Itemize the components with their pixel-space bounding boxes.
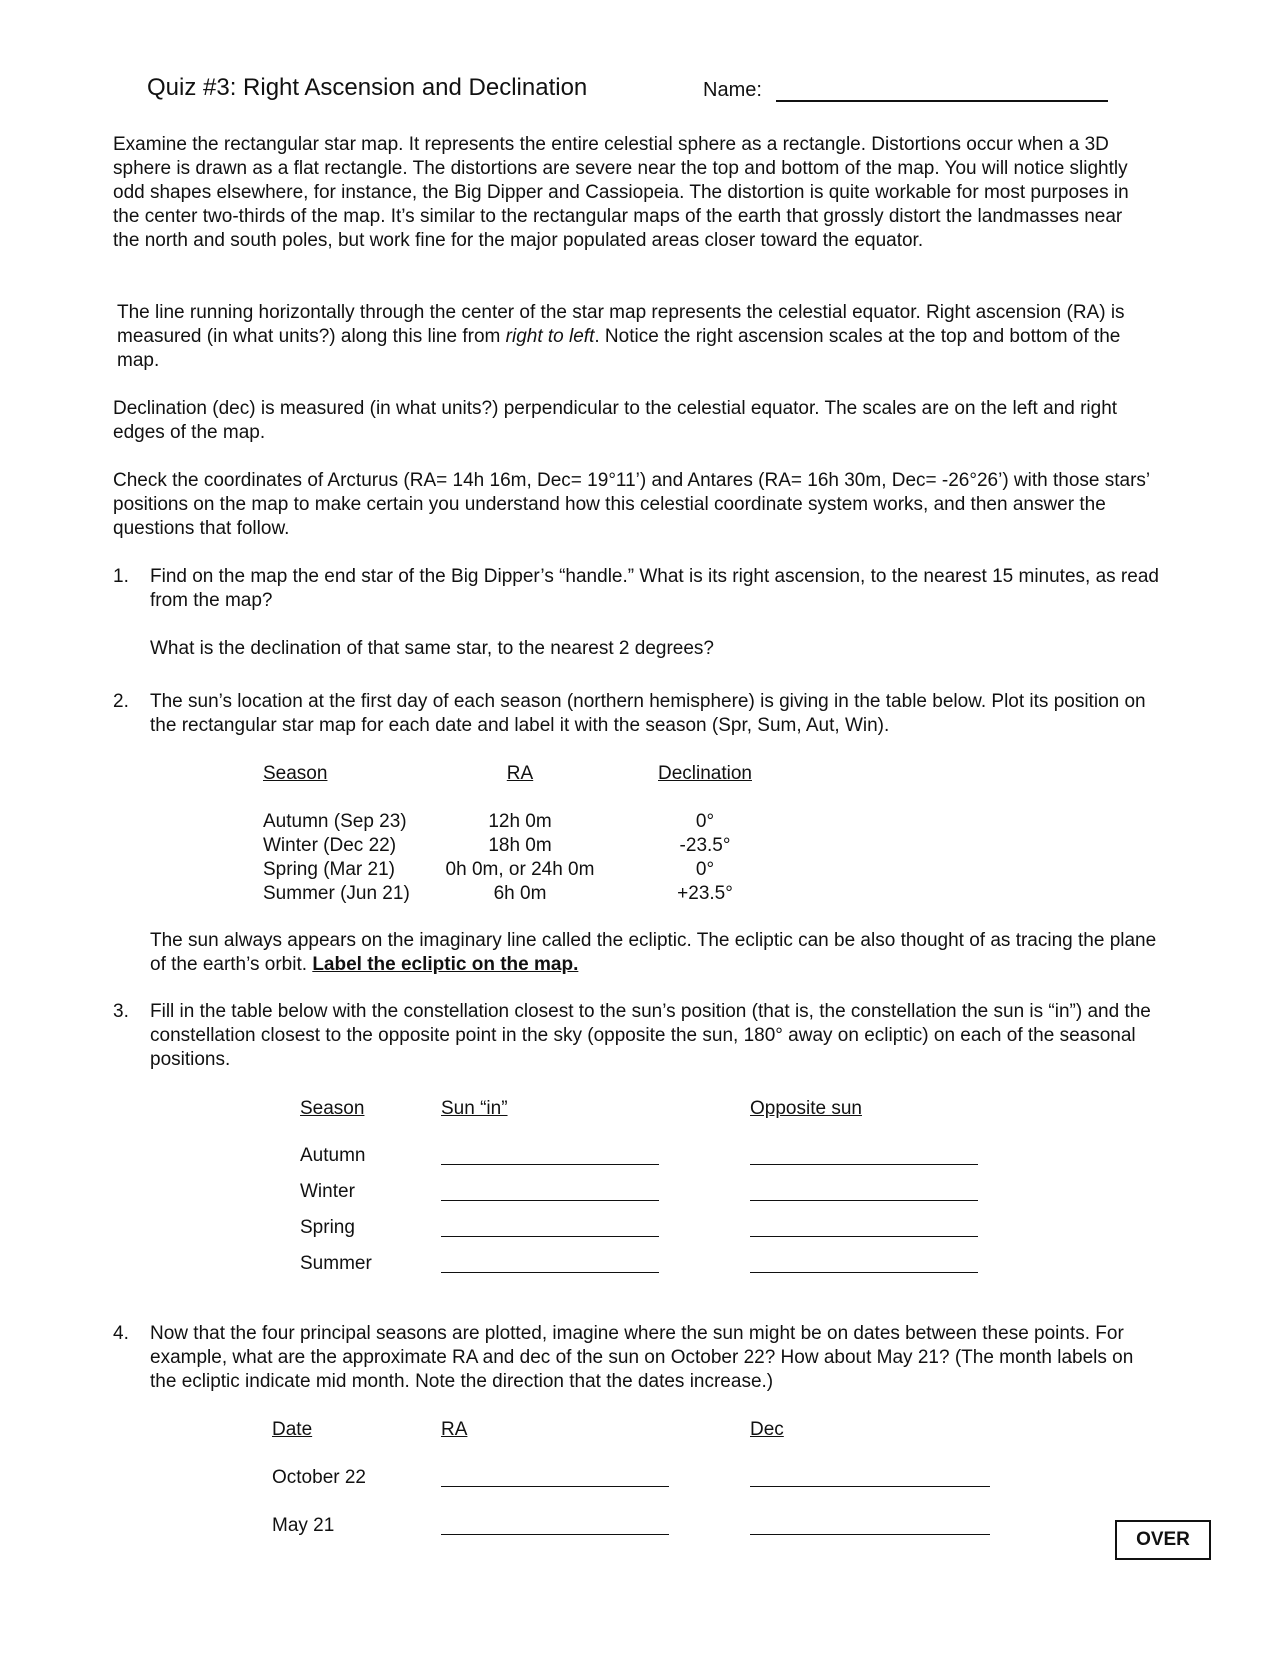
table-row-season: Winter (300, 1181, 355, 1202)
table-row-ra: 6h 0m (493, 883, 547, 904)
sun-in-answer-blank[interactable] (441, 1236, 659, 1237)
table-row-ra: 0h 0m, or 24h 0m (445, 859, 595, 880)
name-label: Name: (703, 79, 762, 101)
intro-paragraph-3 (113, 397, 1153, 445)
opposite-sun-answer-blank[interactable] (750, 1200, 978, 1201)
table-row-season: Autumn (300, 1145, 366, 1166)
ra-answer-blank[interactable] (441, 1534, 669, 1535)
date-header: Date (272, 1419, 313, 1440)
table-row-season: Summer (Jun 21) (263, 883, 410, 904)
question-3-text: Fill in the table below with the constellation closest to the sun’s position (that is, the constellation the sun is “in”) and the constellation closest to the opposite point in the sky (opposite the sun, 180° away on ecliptic) on each of the seasonal positions. (150, 1001, 1151, 1070)
question-3-number: 3. (113, 1001, 129, 1022)
season-header: Season (300, 1098, 365, 1119)
intro-p3-text: Declination (dec) is measured (in what units?) perpendicular to the celestial equator. The scales are on the left and right edges of the map. (113, 398, 1118, 443)
table-row-dec: -23.5° (679, 835, 731, 856)
sun-in-answer-blank[interactable] (441, 1200, 659, 1201)
dec-header: Dec (750, 1419, 784, 1440)
table-row-ra: 12h 0m (488, 811, 552, 832)
ecliptic-text: The sun always appears on the imaginary line called the ecliptic. The ecliptic can be also thought of as tracing the plane of the earth’s orbit. (150, 930, 1157, 975)
season-header: Season (263, 763, 328, 784)
table-row-season: Spring (Mar 21) (263, 859, 395, 880)
intro-p1-text: Examine the rectangular star map. It represents the entire celestial sphere as a rectangle. Distortions occur when a 3D sphere is drawn as a flat rectangle. The distortions are severe near the top and bottom of the map. You will notice slightly odd shapes elsewhere, for instance, the Big Dipper and Cassiopeia. The distortion is quite workable for most purposes in the center two-thirds of the map. It’s similar to the rectangular maps of the earth that grossly distort the landmasses near the north and south poles, but work fine for the major populated areas closer toward the equator. (113, 134, 1129, 251)
question-4-number: 4. (113, 1323, 129, 1344)
opposite-sun-answer-blank[interactable] (750, 1236, 978, 1237)
table-row-season: Summer (300, 1253, 372, 1274)
table-row-dec: 0° (695, 811, 715, 832)
table-row-season: Spring (300, 1217, 355, 1238)
question-2-text: The sun’s location at the first day of each season (northern hemisphere) is giving in the table below. Plot its position on the rectangular star map for each date and label it with the season (Spr, Sum, Aut, Win). (150, 691, 1146, 736)
sun-in-header: Sun “in” (441, 1098, 508, 1119)
over-box: OVER (1115, 1520, 1211, 1560)
intro-p2-text-a: The line running horizontally through the center of the star map represents the celestial equator. Right ascension (RA) is measured (in what units?) along this line from (117, 302, 1125, 347)
ra-answer-blank[interactable] (441, 1486, 669, 1487)
intro-paragraph-4 (113, 469, 1153, 541)
sun-in-answer-blank[interactable] (441, 1272, 659, 1273)
intro-p4-text: Check the coordinates of Arcturus (RA= 14h 16m, Dec= 19°11’) and Antares (RA= 16h 30m, Dec= -26°26’) with those stars’ positions on the map to make certain you understand how this celestial coordinate system works, and then answer the questions that follow. (113, 470, 1150, 539)
question-1-text-2: What is the declination of that same star, to the nearest 2 degrees? (150, 638, 714, 659)
ra-header: RA (441, 1419, 468, 1440)
table-row-date: May 21 (272, 1515, 335, 1536)
question-2-ecliptic-text (150, 929, 1160, 977)
table-row-ra: 18h 0m (488, 835, 552, 856)
dec-answer-blank[interactable] (750, 1486, 990, 1487)
ra-header: RA (506, 763, 534, 784)
question-1-text: Find on the map the end star of the Big Dipper’s “handle.” What is its right ascension, to the nearest 15 minutes, as read from the map? (150, 566, 1159, 611)
table-row-season: Winter (Dec 22) (263, 835, 397, 856)
table-row-dec: +23.5° (677, 883, 733, 904)
question-2-number: 2. (113, 691, 129, 712)
intro-paragraph-2 (117, 301, 1157, 373)
table-row-season: Autumn (Sep 23) (263, 811, 407, 832)
intro-paragraph-1 (113, 133, 1153, 253)
opposite-sun-answer-blank[interactable] (750, 1272, 978, 1273)
opposite-sun-answer-blank[interactable] (750, 1164, 978, 1165)
name-blank-line[interactable] (776, 100, 1108, 102)
page-title: Quiz #3: Right Ascension and Declination (147, 74, 588, 101)
sun-in-answer-blank[interactable] (441, 1164, 659, 1165)
table-row-dec: 0° (695, 859, 715, 880)
dec-answer-blank[interactable] (750, 1534, 990, 1535)
ecliptic-instruction: Label the ecliptic on the map. (312, 954, 579, 975)
question-1-number: 1. (113, 566, 129, 587)
declination-header: Declination (658, 763, 752, 784)
intro-p2-emphasis: right to left (505, 326, 595, 347)
table-row-date: October 22 (272, 1467, 366, 1488)
opposite-sun-header: Opposite sun (750, 1098, 862, 1119)
question-4-text: Now that the four principal seasons are plotted, imagine where the sun might be on dates between these points. For example, what are the approximate RA and dec of the sun on October 22? How about May 21? (The month labels on the ecliptic indicate mid month. Note the direction that the dates increase.) (150, 1323, 1134, 1392)
intro-p2-text-b: . Notice the right ascension scales at the top and bottom of the map. (117, 326, 1121, 371)
